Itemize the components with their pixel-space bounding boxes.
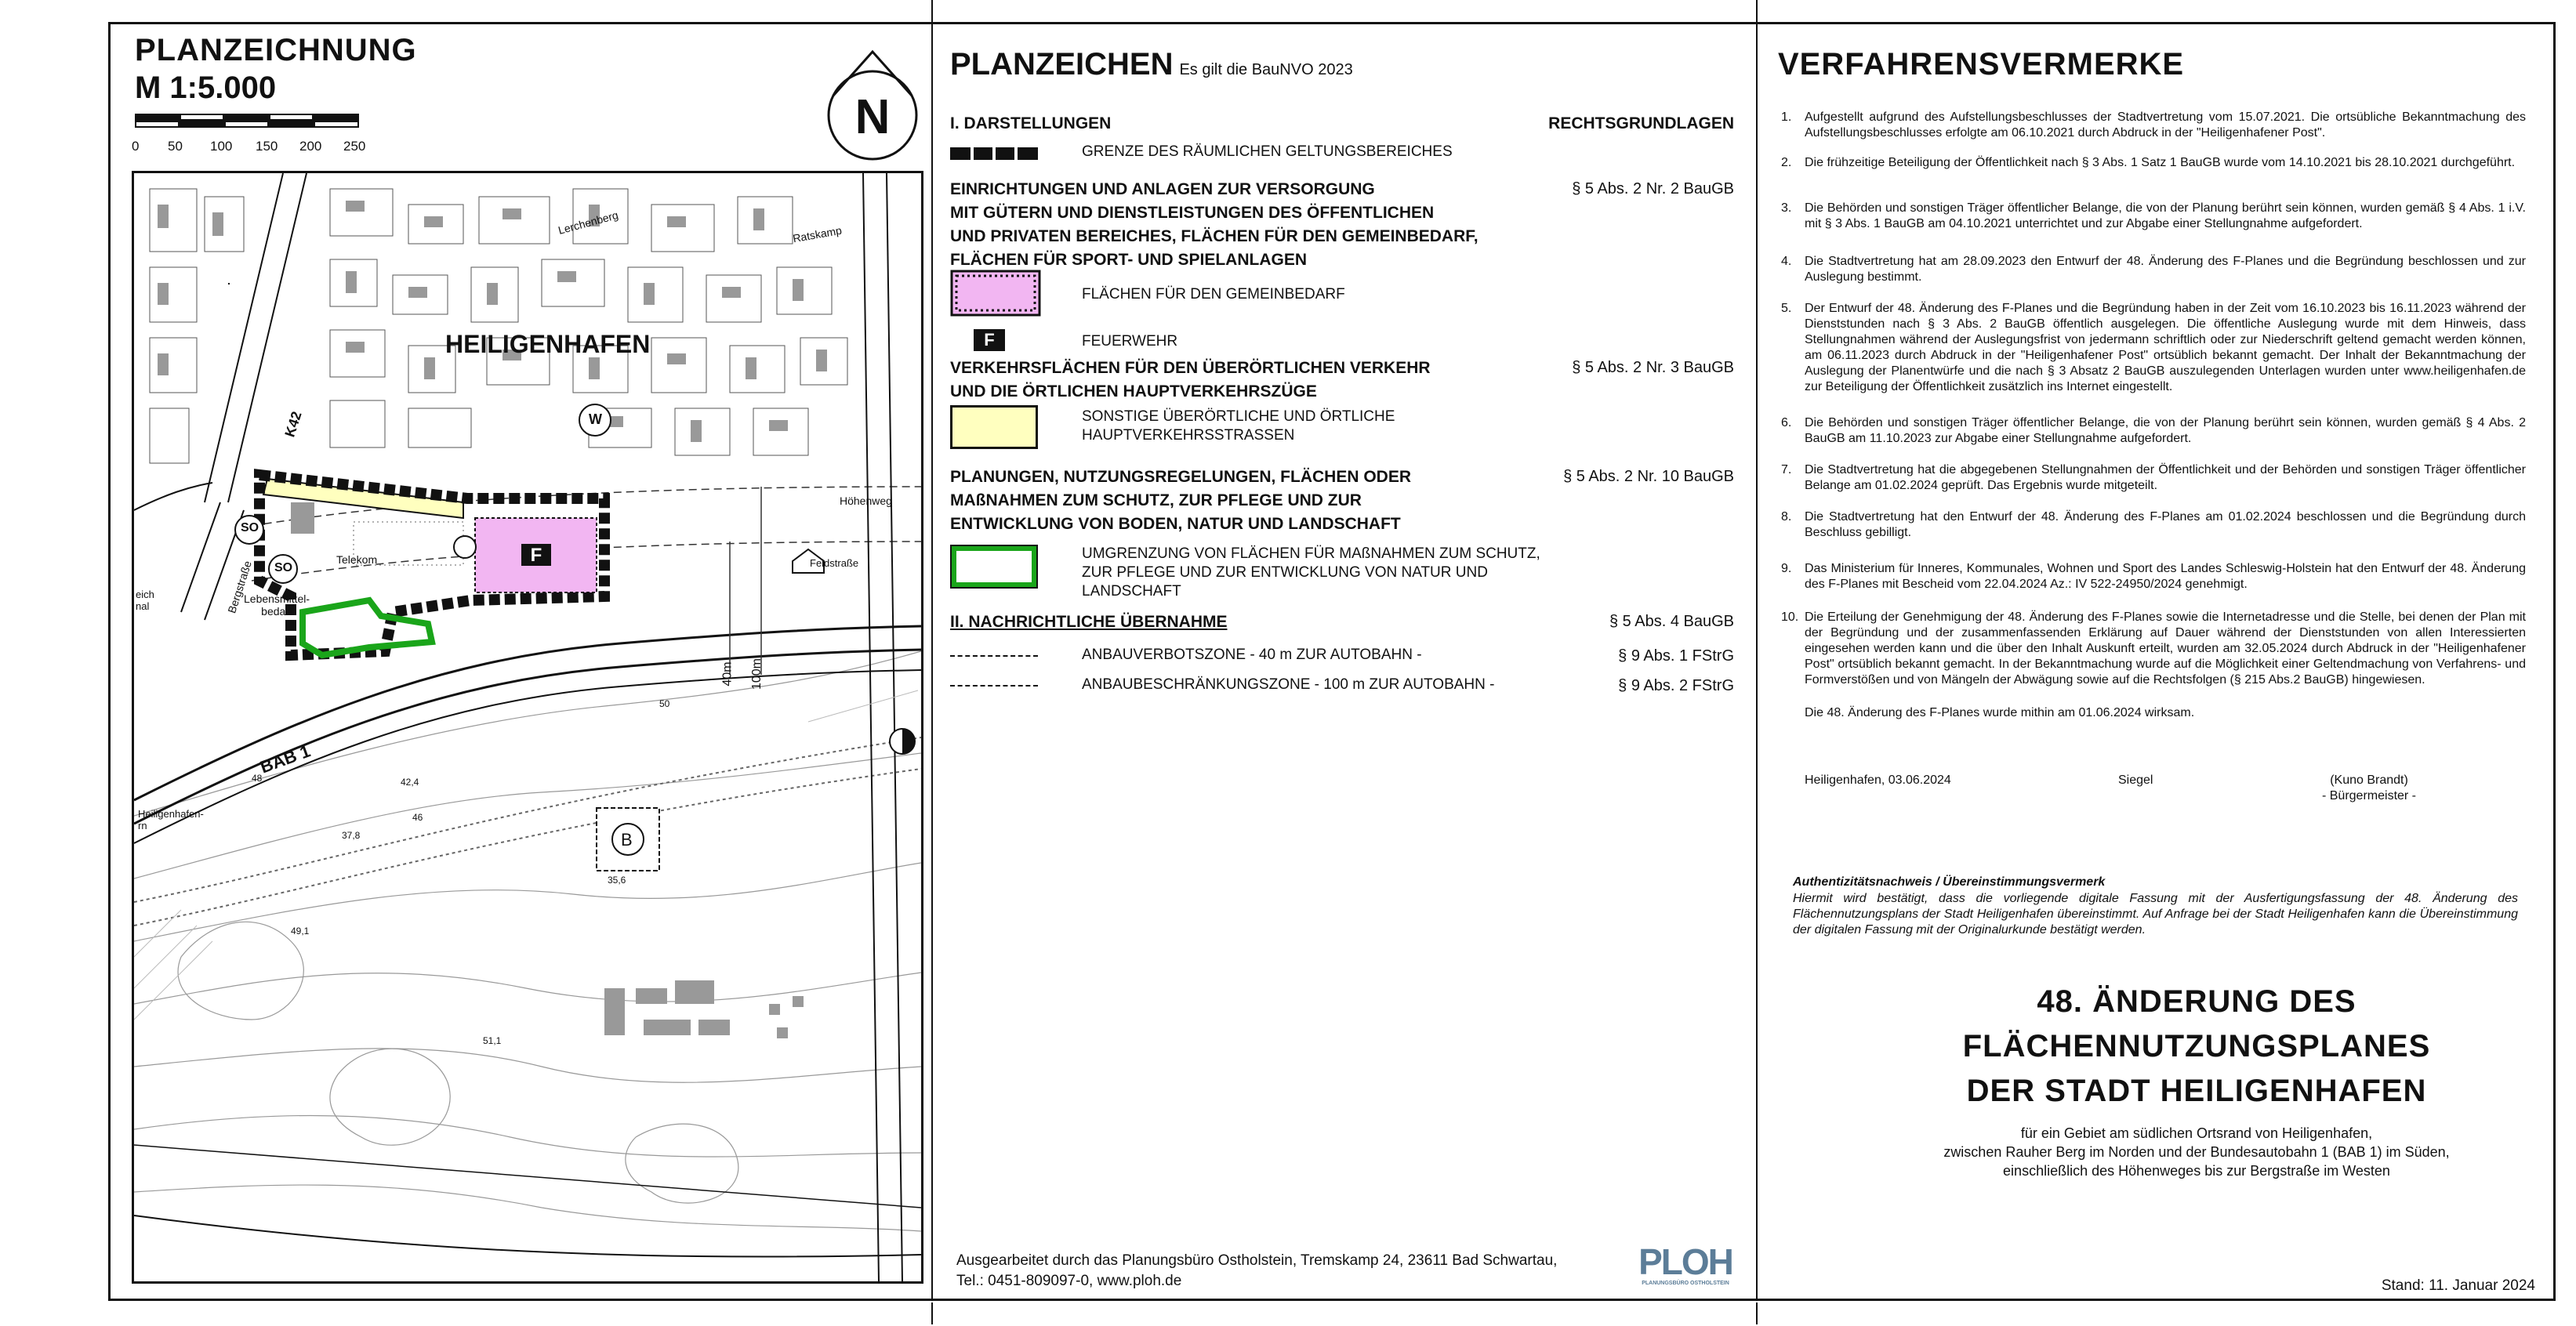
logo-subtext: PLANUNGSBÜRO OSTHOLSTEIN [1642,1281,1729,1286]
map-street-label: Ratskamp [792,223,843,245]
label-line: HAUPTVERKEHRSSTRASSEN [1082,427,1295,444]
plan-scale: M 1:5.000 [135,71,277,105]
map-height-label: 37,8 [342,830,361,841]
map-height-label: 51,1 [483,1035,502,1046]
vermerk-number: 4. [1781,255,1792,268]
anbaubeschr-legal: § 9 Abs. 2 FStrG [1618,677,1734,694]
map-height-label: 49,1 [291,926,310,937]
gemeinbedarf-swatch [950,270,1041,317]
vermerk-text: Die Stadtvertretung hat die abgegebenen Stellungnahmen der Öffentlichkeit und der Behörden und sonstigen Träger öffentlicher Belange am 01.02.2024 geprüft. Das Ergebnis wurde mitgeteilt. [1805,463,2526,492]
map-street-label: Höhenweg [840,495,892,507]
plan-title: PLANZEICHNUNG [135,33,417,67]
description-line: für ein Gebiet am südlichen Ortsrand von Heiligenhafen, [2020,1125,2373,1141]
vermerk-item [1781,462,2526,494]
footer-line: Tel.: 0451-809097-0, www.ploh.de [956,1273,1182,1289]
vermerk-item [1781,201,2526,232]
scale-label: 200 [299,139,322,154]
scale-label: 250 [343,139,366,154]
map-street-label: Bergstraße [225,559,254,615]
scale-label: 50 [168,139,183,154]
planung-heading [950,466,1411,536]
description-line: zwischen Rauher Berg im Norden und der Bundesautobahn 1 (BAB 1) im Süden, [1943,1144,2450,1160]
vermerk-text: Die Erteilung der Genehmigung der 48. Änderung des F-Planes sowie die Internetadresse und die Stelle, bei denen der Plan mit der Begründung und der zusammenfassenden Erklärung auf Dauer während der Dienststunden von allen Interessierten eingesehen werden kann und die über den Inhalt Auskunft erteilt, wurden am 32.05.2024 durch Abdruck in der "Heiligenhafener Post" ortsüblich bekannt gemacht. In der Bekanntmachung wurde auf die Möglichkeit einer Geltendmachung von Verfahrens- und Formverstößen und von Mängeln der Abwägung sowie auf die Rechtsfolgen (§ 215 Abs.2 BauGB) hingewiesen. [1805,610,2526,687]
fold-mark [931,1302,933,1324]
vermerk-item [1781,509,2526,541]
planung-legal: § 5 Abs. 2 Nr. 10 BauGB [1563,468,1734,485]
map-w-label: W [589,411,602,427]
plan-description [1867,1124,2526,1180]
vermerk-item [1781,110,2526,141]
fold-mark [1756,0,1758,22]
verfahrensvermerke-panel [1758,24,2556,1299]
map-street-label: Lerchenberg [557,208,620,237]
heading-line: PLANUNGEN, NUTZUNGSREGELUNGEN, FLÄCHEN ODER [950,468,1412,486]
logo-text: PLOH [1638,1241,1732,1282]
section-nachrichtliche: II. NACHRICHTLICHE ÜBERNAHME [950,613,1228,631]
map-distance-label: 40m [720,661,735,687]
label-line: UMGRENZUNG VON FLÄCHEN FÜR MAßNAHMEN ZUM SCHUTZ, [1082,545,1540,562]
ploh-logo [1638,1243,1732,1290]
heading-line: FLÄCHEN FÜR SPORT- UND SPIELANLAGEN [950,251,1308,269]
footer-line: Ausgearbeitet durch das Planungsbüro Ostholstein, Tremskamp 24, 23611 Bad Schwartau, [956,1252,1558,1269]
map-distance-label: 100m [750,658,764,690]
rechtsgrundlagen-header: RECHTSGRUNDLAGEN [1548,114,1734,132]
vermerk-text: Die Stadtvertretung hat am 28.09.2023 den Entwurf der 48. Änderung des F-Planes und die Begründung beschlossen und zur Auslegung bestimmt. [1805,255,2526,284]
north-arrow-icon [825,49,920,166]
fold-mark [931,0,933,22]
label-line: LANDSCHAFT [1082,583,1181,600]
scale-bar [132,114,366,154]
legend-feuerwehr-label: FEUERWEHR [1082,333,1178,350]
heading-line: MAßNAHMEN ZUM SCHUTZ, ZUR PFLEGE UND ZUR [950,491,1362,509]
legend-gemeinbedarf-label: FLÄCHEN FÜR DEN GEMEINBEDARF [1082,286,1345,303]
vermerk-number: 7. [1781,463,1792,476]
fold-mark [1756,1302,1758,1324]
legend-anbaubeschr-label: ANBAUBESCHRÄNKUNGSZONE - 100 m ZUR AUTOBAHN - [1082,676,1495,693]
stand-date: Stand: 11. Januar 2024 [2381,1277,2535,1294]
vermerk-item [1781,301,2526,395]
plan-main-title: 48. ÄNDERUNG DES [2037,984,2356,1019]
vermerk-text: Aufgestellt aufgrund des Aufstellungsbeschlusses der Stadtvertretung vom 15.07.2021. Die ortsübliche Bekanntmachung des Aufstellungsbeschlusses erfolgte am 06.10.2021 durch Abdruck in der "Heiligenhafener Post". [1805,110,2526,139]
vermerk-item [1781,705,2526,721]
description-line: einschließlich des Höhenweges bis zur Bergstraße im Westen [2003,1163,2390,1179]
heading-line: UND PRIVATEN BEREICHES, FLÄCHEN FÜR DEN GEMEINBEDARF, [950,227,1478,245]
map-height-label: 42,4 [401,777,419,788]
map-feuerwehr-label: F [530,545,542,566]
scale-label: 150 [256,139,278,154]
vermerk-item [1781,415,2526,447]
legend-umgrenzung-label [1082,545,1540,601]
north-letter: N [854,90,891,144]
vermerk-number: 5. [1781,302,1792,315]
versorgung-legal: § 5 Abs. 2 Nr. 2 BauGB [1572,180,1734,197]
map-place-label: Heiligenhafen- rn [138,808,204,831]
map-height-label: 35,6 [608,875,626,886]
map-so-label: SO [274,561,293,574]
verkehr-legal: § 5 Abs. 2 Nr. 3 BauGB [1572,359,1734,376]
legend-title [950,47,1353,82]
vermerk-number: 10. [1781,610,1799,624]
map-height-label: 48 [252,773,263,784]
vermerk-text: Die 48. Änderung des F-Planes wurde mithin am 01.06.2024 wirksam. [1805,706,2195,719]
plan-map [132,171,923,1284]
label-line: SONSTIGE ÜBERÖRTLICHE UND ÖRTLICHE [1082,408,1395,425]
scale-label: 0 [132,139,140,154]
heading-line: MIT GÜTERN UND DIENSTLEISTUNGEN DES ÖFFENTLICHEN [950,204,1435,222]
signature-place-date: Heiligenhafen, 03.06.2024 [1805,774,1951,787]
scale-label: 100 [210,139,233,154]
legend-verkehr-label [1082,408,1395,445]
map-town-label: HEILIGENHAFEN [445,330,651,358]
vermerk-text: Der Entwurf der 48. Änderung des F-Planes und die Begründung haben in der Zeit vom 16.10.2023 bis 16.11.2023 während der Dienststunden nach § 3 Abs. 2 BauGB öffentlich ausgelegen. Die öffentliche Auslegung wurde mit dem Hinweis, dass Stellungnahmen während der Auslegungsfrist von jedermann schriftlich oder zur Niederschrift geltend gemacht werden können, am 06.11.2023 durch Abdruck in der "Heiligenhafener Post" ortsüblich bekannt gemacht. Der Inhalt der Bekanntmachung der Auslegung der Planentwürfe und die nach § 3 Absatz 2 BauGB auszulegenden Unterlagen wurden unter www.heiligenhafen.de zur Beteiligung der Öffentlichkeit zusätzlich ins Internet eingestellt. [1805,302,2526,393]
planungsbuero-footer [956,1251,1557,1292]
plan-main-title: FLÄCHENNUTZUNGSPLANES [1962,1029,2431,1063]
signature-role: - Bürgermeister - [2321,789,2417,802]
planzeichnung-panel [110,24,933,1299]
legend-subtitle: Es gilt die BauNVO 2023 [1179,61,1353,78]
vermerk-text: Die frühzeitige Beteiligung der Öffentlichkeit nach § 3 Abs. 1 Satz 1 BauGB wurde vom 14.10.2021 bis 28.10.2021 durchgeführt. [1805,156,2516,169]
feuerwehr-symbol: F [974,329,1005,351]
vermerk-number: 3. [1781,201,1792,215]
map-place-label: eich nal [136,589,154,612]
vermerk-item [1781,155,2526,187]
legend-title-text: PLANZEICHEN [950,47,1174,82]
signature-name: (Kuno Brandt) [2330,774,2408,787]
vermerk-number: 2. [1781,156,1792,169]
section-darstellungen: I. DARSTELLUNGEN [950,114,1112,132]
vermerk-number: 8. [1781,510,1792,524]
vermerk-item [1781,561,2526,592]
map-feldstr-label: Feldstraße [810,557,859,569]
verfahrensvermerke-title: VERFAHRENSVERMERKE [1778,47,2185,82]
map-b-label: B [621,830,633,850]
anbauverbot-line-icon [950,655,1038,657]
umgrenzung-swatch [950,545,1038,589]
map-k42-label: K42 [281,409,305,440]
heading-line: ENTWICKLUNG VON BODEN, NATUR UND LANDSCHAFT [950,515,1401,533]
planzeichen-panel [933,24,1756,1299]
heading-line: UND DIE ÖRTLICHEN HAUPTVERKEHRSZÜGE [950,382,1317,400]
map-autobahn-label: BAB 1 [257,741,314,777]
map-height-label: 46 [412,812,423,823]
vermerk-number: 1. [1781,110,1792,124]
authentizitaet-text: Hiermit wird bestätigt, dass die vorliegende digitale Fassung mit der Ausfertigungsfassung der 48. Änderung des Flächennutzungsplans der Stadt Heiligenhafen übereinstimmt. Auf Anfrage bei der Stadt Heiligenhafen kann die Übereinstimmung der digitalen Fassung mit der Originalurkunde bestätigt werden. [1793,892,2518,937]
heading-line: VERKEHRSFLÄCHEN FÜR DEN ÜBERÖRTLICHEN VERKEHR [950,359,1431,377]
vermerk-number: 9. [1781,562,1792,575]
plan-main-title: DER STADT HEILIGENHAFEN [1966,1074,2427,1108]
anbauverbot-legal: § 9 Abs. 1 FStrG [1618,647,1734,665]
map-lebensmittel-label: Lebensmittel- bedarf [244,592,310,618]
nachrichtliche-legal: § 5 Abs. 4 BauGB [1609,613,1734,630]
map-telekom-label: Telekom [336,553,378,566]
vermerk-text: Die Behörden und sonstigen Träger öffentlicher Belange, die von der Planung berührt sein können, wurden gemäß § 4 Abs. 2 BauGB am 11.10.2023 zur Abgabe einer Stellungnahme aufgefordert. [1805,416,2526,445]
vermerk-text: Die Behörden und sonstigen Träger öffentlicher Belange, die von der Planung berührt sein können, wurden gemäß § 4 Abs. 1 i.V. mit § 3 Abs. 1 BauGB am 04.10.2021 unterrichtet und zur Abgabe einer Stellungnahme aufgefordert. [1805,201,2526,230]
grenze-symbol-icon [950,144,1038,161]
signature-siegel: Siegel [2118,774,2153,787]
map-so-label: SO [241,521,259,534]
heading-line: EINRICHTUNGEN UND ANLAGEN ZUR VERSORGUNG [950,180,1375,198]
vermerk-text: Das Ministerium für Inneres, Kommunales, Wohnen und Sport des Landes Schleswig-Holstein hat den Entwurf der 48. Änderung des F-Planes mit Bescheid vom 22.04.2024 Az.: IV 522-24950/2024 genehmigt. [1805,562,2526,591]
authentizitaet-title: Authentizitätsnachweis / Übereinstimmungsvermerk [1793,875,2106,889]
verkehr-swatch [950,405,1038,449]
label-line: ZUR PFLEGE UND ZUR ENTWICKLUNG VON NATUR UND [1082,564,1488,581]
verkehr-heading [950,357,1431,404]
vermerk-number: 6. [1781,416,1792,429]
vermerk-text: Die Stadtvertretung hat den Entwurf der 48. Änderung des F-Planes am 01.02.2024 beschlossen und die Begründung durch Beschluss gebilligt. [1805,510,2526,539]
vermerk-item [1781,254,2526,285]
legend-anbauverbot-label: ANBAUVERBOTSZONE - 40 m ZUR AUTOBAHN - [1082,647,1422,663]
versorgung-heading [950,178,1478,272]
map-height-label: 50 [659,698,670,709]
vermerk-item [1781,610,2526,704]
anbaubeschr-line-icon [950,685,1038,687]
legend-grenze-label: GRENZE DES RÄUMLICHEN GELTUNGSBEREICHES [1082,143,1453,160]
